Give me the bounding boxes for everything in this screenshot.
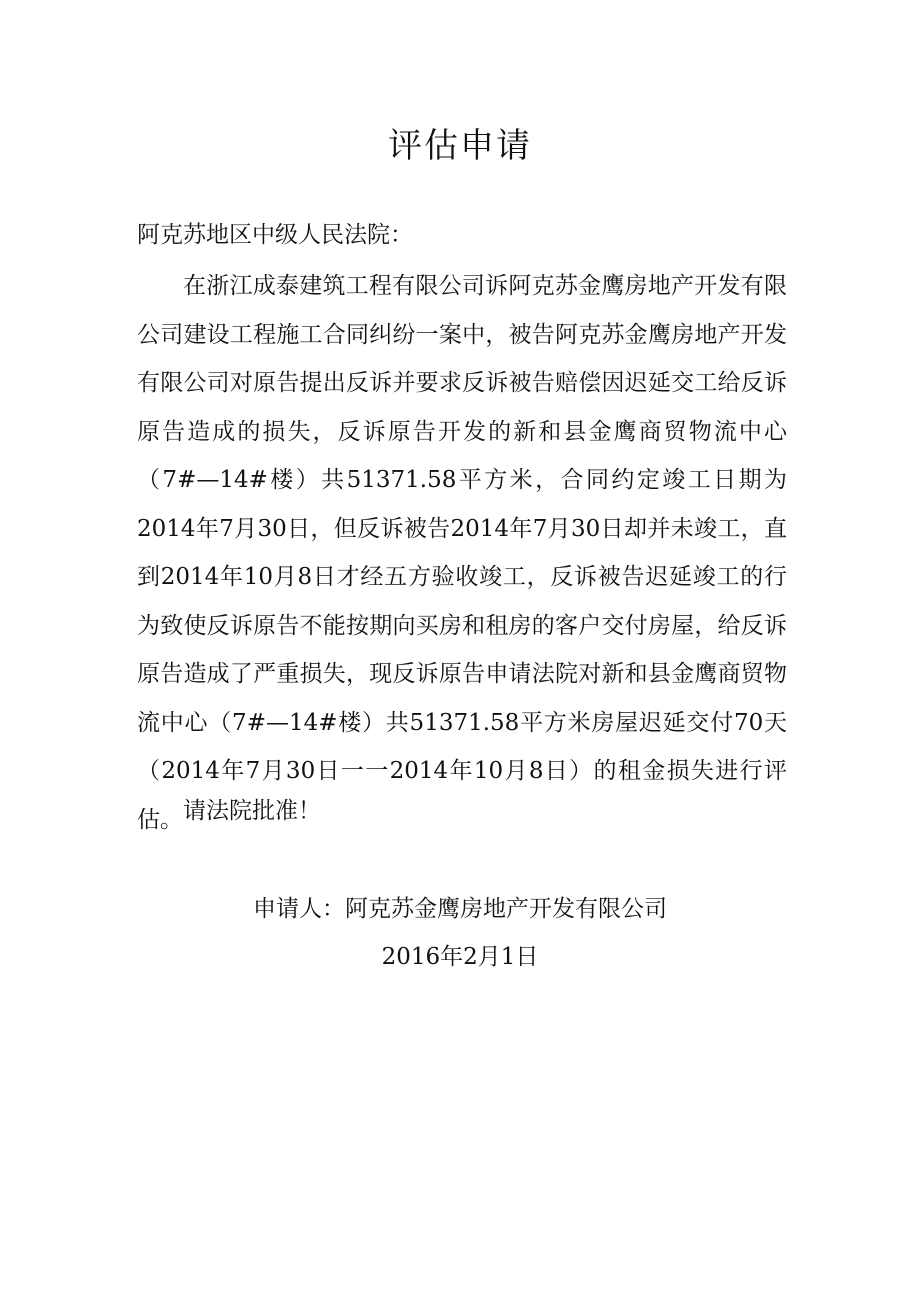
closing-line: 请法院批准！ xyxy=(183,798,321,824)
applicant-signature: 申请人：阿克苏金鹰房地产开发有限公司 xyxy=(253,896,667,922)
signature-date: 2016年2月1日 xyxy=(381,944,539,970)
body-paragraph: 在浙江成泰建筑工程有限公司诉阿克苏金鹰房地产开发有限公司建设工程施工合同纠纷一案中，被告阿克苏金鹰房地产开发有限公司对原告提出反诉并要求反诉被告赔偿因迟延交工给反诉原告造成的损失，反诉原告开发的新和县金鹰商贸物流中心（7#—14#楼）共51371.58平方米，合同约定竣工日期为2014年7月30日，但反诉被告2014年7月30日却并未竣工，直到2014年10月8日才经五方验收竣工，反诉被告迟延竣工的行为致使反诉原告不能按期向买房和租房的客户交付房屋，给反诉原告造成了严重损失，现反诉原告申请法院对新和县金鹰商贸物流中心（7#—14#楼）共51371.58平方米房屋迟延交付70天（2014年7月30日一一2014年10月8日）的租金损失进行评估。 xyxy=(137,273,787,833)
document-title: 评估申请 xyxy=(388,126,532,166)
salutation: 阿克苏地区中级人民法院： xyxy=(137,222,413,248)
